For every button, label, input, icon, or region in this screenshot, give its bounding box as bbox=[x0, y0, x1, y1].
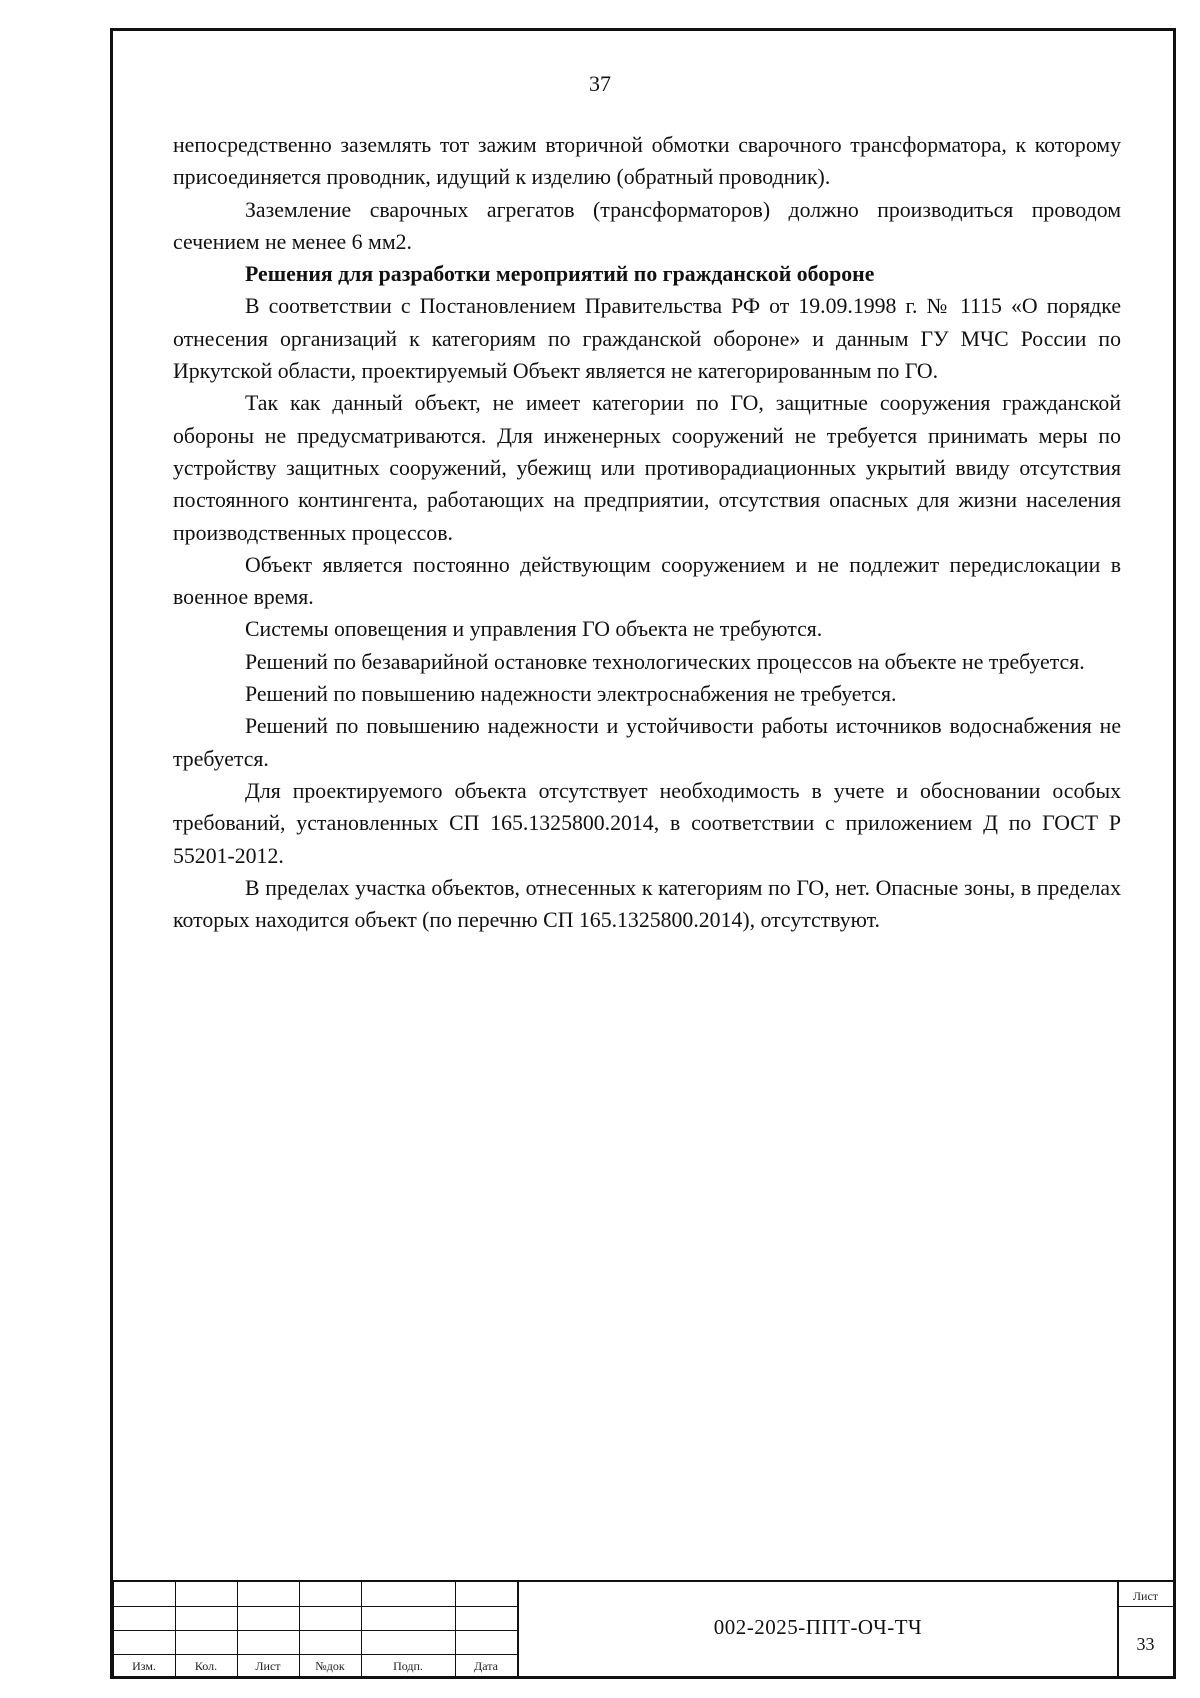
paragraph: В соответствии с Постановлением Правительства РФ от 19.09.1998 г. № 1115 «О порядке отнесения организаций к категориям по гражданской обороне» и данным ГУ МЧС России по Иркутской области, проектируемый Объект является не категорированным по ГО. bbox=[173, 294, 1121, 384]
sheet-number: 33 bbox=[1136, 1634, 1155, 1654]
document-body bbox=[173, 129, 1121, 936]
column-label-change: Изм. bbox=[132, 1659, 156, 1673]
paragraph: Решений по безаварийной остановке технологических процессов на объекте не требуется. bbox=[245, 649, 1085, 674]
stamp-divider bbox=[1118, 1606, 1173, 1607]
paragraph: Заземление сварочных агрегатов (трансформаторов) должно производиться проводом сечением не менее 6 мм2. bbox=[173, 197, 1121, 254]
stamp-divider bbox=[113, 1630, 518, 1631]
stamp-divider bbox=[113, 1606, 518, 1607]
paragraph: Объект является постоянно действующим сооружением и не подлежит передислокации в военное время. bbox=[173, 552, 1121, 610]
sheet-label: Лист bbox=[1132, 1589, 1159, 1603]
column-label-date: Дата bbox=[474, 1659, 498, 1673]
paragraph: В пределах участка объектов, отнесенных к категориям по ГО, нет. Опасные зоны, в пределах которых находится объект (по перечню СП 165.1325800.2014), отсутствуют. bbox=[173, 875, 1121, 933]
paragraph: Решений по повышению надежности электроснабжения не требуется. bbox=[245, 682, 897, 707]
paragraph: Для проектируемого объекта отсутствует необходимость в учете и обосновании особых требований, установленных СП 165.1325800.2014, в соответствии с приложением Д по ГОСТ Р 55201-2012. bbox=[173, 778, 1121, 868]
column-label-quantity: Кол. bbox=[194, 1659, 218, 1673]
column-label-sheet: Лист bbox=[255, 1659, 281, 1673]
section-heading: Решения для разработки мероприятий по гражданской обороне bbox=[245, 262, 875, 287]
paragraph: Так как данный объект, не имеет категории по ГО, защитные сооружения гражданской обороны не предусматриваются. Для инженерных сооружений не требуется принимать меры по устройству защитных сооружений, убежищ или противорадиационных укрытий ввиду отсутствия постоянного контингента, работающих на предприятии, отсутствия опасных для жизни населения производственных процессов. bbox=[173, 391, 1121, 545]
column-label-signature: Подп. bbox=[393, 1659, 423, 1673]
page-number: 37 bbox=[589, 71, 611, 96]
document-code: 002-2025-ППТ-ОЧ-ТЧ bbox=[713, 1615, 923, 1639]
title-block bbox=[113, 1580, 1173, 1678]
column-label-doc-number: №док bbox=[315, 1659, 345, 1673]
paragraph: непосредственно заземлять тот зажим вторичной обмотки сварочного трансформатора, к которому присоединяется проводник, идущий к изделию (обратный проводник). bbox=[173, 133, 1121, 190]
paragraph: Системы оповещения и управления ГО объекта не требуются. bbox=[245, 617, 823, 642]
paragraph: Решений по повышению надежности и устойчивости работы источников водоснабжения не требуется. bbox=[173, 714, 1121, 771]
